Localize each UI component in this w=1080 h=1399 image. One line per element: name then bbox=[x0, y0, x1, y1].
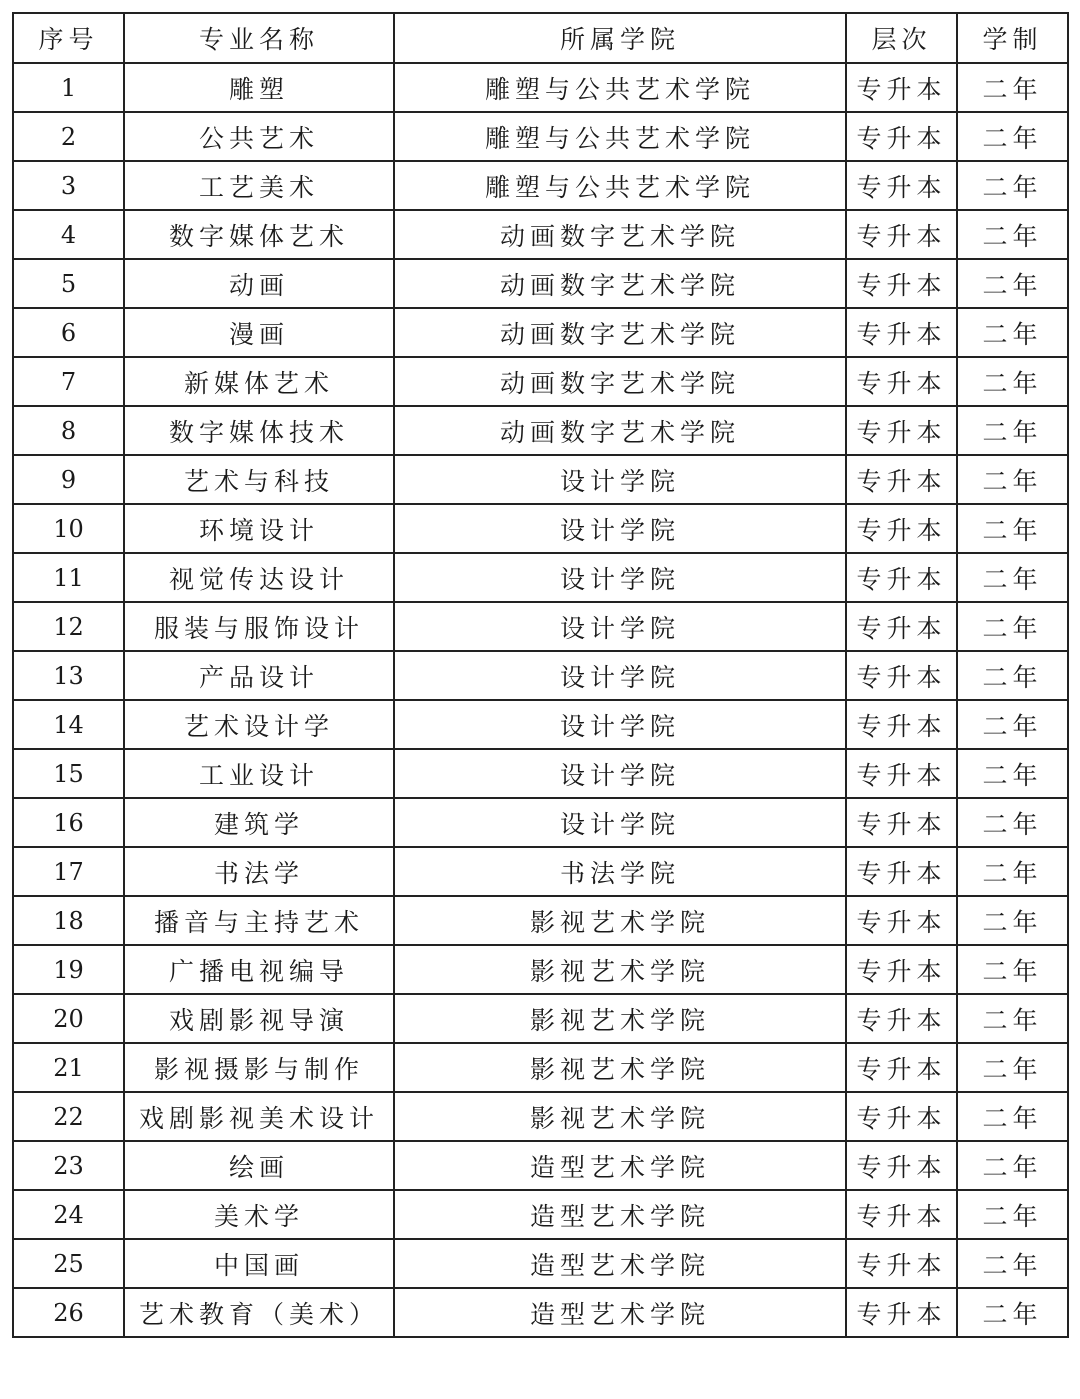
major-name-cell: 数字媒体艺术 bbox=[124, 210, 394, 259]
level-cell: 专升本 bbox=[846, 602, 957, 651]
table-row bbox=[13, 749, 1068, 798]
level-cell: 专升本 bbox=[846, 700, 957, 749]
table-row bbox=[13, 1043, 1068, 1092]
serial-number-cell: 10 bbox=[13, 504, 124, 553]
duration-cell: 二年 bbox=[957, 1239, 1068, 1288]
serial-number-cell: 1 bbox=[13, 63, 124, 112]
table-row bbox=[13, 504, 1068, 553]
major-name-cell: 公共艺术 bbox=[124, 112, 394, 161]
major-name-cell: 工艺美术 bbox=[124, 161, 394, 210]
serial-number-cell: 12 bbox=[13, 602, 124, 651]
level-cell: 专升本 bbox=[846, 651, 957, 700]
duration-cell: 二年 bbox=[957, 994, 1068, 1043]
level-cell: 专升本 bbox=[846, 798, 957, 847]
serial-number-cell: 20 bbox=[13, 994, 124, 1043]
table-row bbox=[13, 1190, 1068, 1239]
serial-number-cell: 16 bbox=[13, 798, 124, 847]
duration-cell: 二年 bbox=[957, 357, 1068, 406]
major-name-cell: 建筑学 bbox=[124, 798, 394, 847]
serial-number-cell: 9 bbox=[13, 455, 124, 504]
serial-number-cell: 19 bbox=[13, 945, 124, 994]
table-row bbox=[13, 1092, 1068, 1141]
serial-number-cell: 5 bbox=[13, 259, 124, 308]
level-cell: 专升本 bbox=[846, 1190, 957, 1239]
header-college: 所属学院 bbox=[394, 13, 846, 63]
header-major-name: 专业名称 bbox=[124, 13, 394, 63]
table-row bbox=[13, 1288, 1068, 1337]
college-cell: 造型艺术学院 bbox=[394, 1239, 846, 1288]
level-cell: 专升本 bbox=[846, 1288, 957, 1337]
serial-number-cell: 11 bbox=[13, 553, 124, 602]
duration-cell: 二年 bbox=[957, 1092, 1068, 1141]
duration-cell: 二年 bbox=[957, 1288, 1068, 1337]
majors-table bbox=[12, 12, 1069, 1338]
table-row bbox=[13, 161, 1068, 210]
level-cell: 专升本 bbox=[846, 63, 957, 112]
header-row bbox=[13, 13, 1068, 63]
level-cell: 专升本 bbox=[846, 406, 957, 455]
level-cell: 专升本 bbox=[846, 210, 957, 259]
level-cell: 专升本 bbox=[846, 749, 957, 798]
level-cell: 专升本 bbox=[846, 357, 957, 406]
level-cell: 专升本 bbox=[846, 259, 957, 308]
duration-cell: 二年 bbox=[957, 63, 1068, 112]
major-name-cell: 广播电视编导 bbox=[124, 945, 394, 994]
duration-cell: 二年 bbox=[957, 798, 1068, 847]
college-cell: 雕塑与公共艺术学院 bbox=[394, 63, 846, 112]
level-cell: 专升本 bbox=[846, 1239, 957, 1288]
serial-number-cell: 14 bbox=[13, 700, 124, 749]
college-cell: 设计学院 bbox=[394, 553, 846, 602]
serial-number-cell: 7 bbox=[13, 357, 124, 406]
duration-cell: 二年 bbox=[957, 602, 1068, 651]
duration-cell: 二年 bbox=[957, 749, 1068, 798]
college-cell: 动画数字艺术学院 bbox=[394, 210, 846, 259]
serial-number-cell: 22 bbox=[13, 1092, 124, 1141]
table-row bbox=[13, 210, 1068, 259]
duration-cell: 二年 bbox=[957, 1043, 1068, 1092]
table-row bbox=[13, 1141, 1068, 1190]
major-name-cell: 漫画 bbox=[124, 308, 394, 357]
table-row bbox=[13, 700, 1068, 749]
table-row bbox=[13, 357, 1068, 406]
header-duration: 学制 bbox=[957, 13, 1068, 63]
college-cell: 设计学院 bbox=[394, 749, 846, 798]
table-row bbox=[13, 308, 1068, 357]
serial-number-cell: 3 bbox=[13, 161, 124, 210]
serial-number-cell: 17 bbox=[13, 847, 124, 896]
serial-number-cell: 8 bbox=[13, 406, 124, 455]
major-name-cell: 工业设计 bbox=[124, 749, 394, 798]
college-cell: 动画数字艺术学院 bbox=[394, 357, 846, 406]
major-name-cell: 播音与主持艺术 bbox=[124, 896, 394, 945]
level-cell: 专升本 bbox=[846, 112, 957, 161]
college-cell: 影视艺术学院 bbox=[394, 994, 846, 1043]
college-cell: 造型艺术学院 bbox=[394, 1288, 846, 1337]
serial-number-cell: 15 bbox=[13, 749, 124, 798]
level-cell: 专升本 bbox=[846, 161, 957, 210]
college-cell: 设计学院 bbox=[394, 651, 846, 700]
college-cell: 设计学院 bbox=[394, 602, 846, 651]
duration-cell: 二年 bbox=[957, 1190, 1068, 1239]
duration-cell: 二年 bbox=[957, 112, 1068, 161]
major-name-cell: 视觉传达设计 bbox=[124, 553, 394, 602]
major-name-cell: 新媒体艺术 bbox=[124, 357, 394, 406]
table-header bbox=[13, 13, 1068, 63]
header-serial-number: 序号 bbox=[13, 13, 124, 63]
table-row bbox=[13, 896, 1068, 945]
duration-cell: 二年 bbox=[957, 210, 1068, 259]
level-cell: 专升本 bbox=[846, 504, 957, 553]
major-name-cell: 产品设计 bbox=[124, 651, 394, 700]
duration-cell: 二年 bbox=[957, 406, 1068, 455]
college-cell: 设计学院 bbox=[394, 700, 846, 749]
level-cell: 专升本 bbox=[846, 1141, 957, 1190]
level-cell: 专升本 bbox=[846, 455, 957, 504]
serial-number-cell: 6 bbox=[13, 308, 124, 357]
duration-cell: 二年 bbox=[957, 1141, 1068, 1190]
college-cell: 造型艺术学院 bbox=[394, 1141, 846, 1190]
level-cell: 专升本 bbox=[846, 994, 957, 1043]
duration-cell: 二年 bbox=[957, 847, 1068, 896]
table-row bbox=[13, 553, 1068, 602]
college-cell: 动画数字艺术学院 bbox=[394, 308, 846, 357]
header-level: 层次 bbox=[846, 13, 957, 63]
table-row bbox=[13, 602, 1068, 651]
college-cell: 设计学院 bbox=[394, 504, 846, 553]
college-cell: 动画数字艺术学院 bbox=[394, 259, 846, 308]
major-name-cell: 戏剧影视导演 bbox=[124, 994, 394, 1043]
level-cell: 专升本 bbox=[846, 945, 957, 994]
duration-cell: 二年 bbox=[957, 308, 1068, 357]
major-name-cell: 雕塑 bbox=[124, 63, 394, 112]
college-cell: 雕塑与公共艺术学院 bbox=[394, 112, 846, 161]
major-name-cell: 影视摄影与制作 bbox=[124, 1043, 394, 1092]
table-row bbox=[13, 112, 1068, 161]
college-cell: 设计学院 bbox=[394, 798, 846, 847]
college-cell: 书法学院 bbox=[394, 847, 846, 896]
major-name-cell: 绘画 bbox=[124, 1141, 394, 1190]
table-row bbox=[13, 406, 1068, 455]
major-name-cell: 动画 bbox=[124, 259, 394, 308]
serial-number-cell: 2 bbox=[13, 112, 124, 161]
serial-number-cell: 26 bbox=[13, 1288, 124, 1337]
duration-cell: 二年 bbox=[957, 161, 1068, 210]
major-name-cell: 中国画 bbox=[124, 1239, 394, 1288]
duration-cell: 二年 bbox=[957, 896, 1068, 945]
duration-cell: 二年 bbox=[957, 700, 1068, 749]
level-cell: 专升本 bbox=[846, 847, 957, 896]
duration-cell: 二年 bbox=[957, 553, 1068, 602]
duration-cell: 二年 bbox=[957, 504, 1068, 553]
table-row bbox=[13, 455, 1068, 504]
table-row bbox=[13, 798, 1068, 847]
serial-number-cell: 24 bbox=[13, 1190, 124, 1239]
level-cell: 专升本 bbox=[846, 896, 957, 945]
serial-number-cell: 25 bbox=[13, 1239, 124, 1288]
table-row bbox=[13, 259, 1068, 308]
table-row bbox=[13, 847, 1068, 896]
major-name-cell: 服装与服饰设计 bbox=[124, 602, 394, 651]
serial-number-cell: 13 bbox=[13, 651, 124, 700]
college-cell: 影视艺术学院 bbox=[394, 896, 846, 945]
level-cell: 专升本 bbox=[846, 308, 957, 357]
level-cell: 专升本 bbox=[846, 553, 957, 602]
college-cell: 雕塑与公共艺术学院 bbox=[394, 161, 846, 210]
table-row bbox=[13, 994, 1068, 1043]
duration-cell: 二年 bbox=[957, 651, 1068, 700]
college-cell: 设计学院 bbox=[394, 455, 846, 504]
serial-number-cell: 18 bbox=[13, 896, 124, 945]
major-name-cell: 艺术教育（美术） bbox=[124, 1288, 394, 1337]
duration-cell: 二年 bbox=[957, 455, 1068, 504]
college-cell: 影视艺术学院 bbox=[394, 1092, 846, 1141]
major-name-cell: 美术学 bbox=[124, 1190, 394, 1239]
major-name-cell: 艺术设计学 bbox=[124, 700, 394, 749]
major-name-cell: 书法学 bbox=[124, 847, 394, 896]
table-row bbox=[13, 63, 1068, 112]
table-row bbox=[13, 651, 1068, 700]
duration-cell: 二年 bbox=[957, 945, 1068, 994]
major-name-cell: 戏剧影视美术设计 bbox=[124, 1092, 394, 1141]
serial-number-cell: 21 bbox=[13, 1043, 124, 1092]
college-cell: 影视艺术学院 bbox=[394, 945, 846, 994]
serial-number-cell: 4 bbox=[13, 210, 124, 259]
college-cell: 动画数字艺术学院 bbox=[394, 406, 846, 455]
table-row bbox=[13, 1239, 1068, 1288]
college-cell: 造型艺术学院 bbox=[394, 1190, 846, 1239]
major-name-cell: 环境设计 bbox=[124, 504, 394, 553]
level-cell: 专升本 bbox=[846, 1043, 957, 1092]
serial-number-cell: 23 bbox=[13, 1141, 124, 1190]
college-cell: 影视艺术学院 bbox=[394, 1043, 846, 1092]
major-name-cell: 数字媒体技术 bbox=[124, 406, 394, 455]
table-row bbox=[13, 945, 1068, 994]
duration-cell: 二年 bbox=[957, 259, 1068, 308]
level-cell: 专升本 bbox=[846, 1092, 957, 1141]
table-body bbox=[13, 63, 1068, 1337]
major-name-cell: 艺术与科技 bbox=[124, 455, 394, 504]
